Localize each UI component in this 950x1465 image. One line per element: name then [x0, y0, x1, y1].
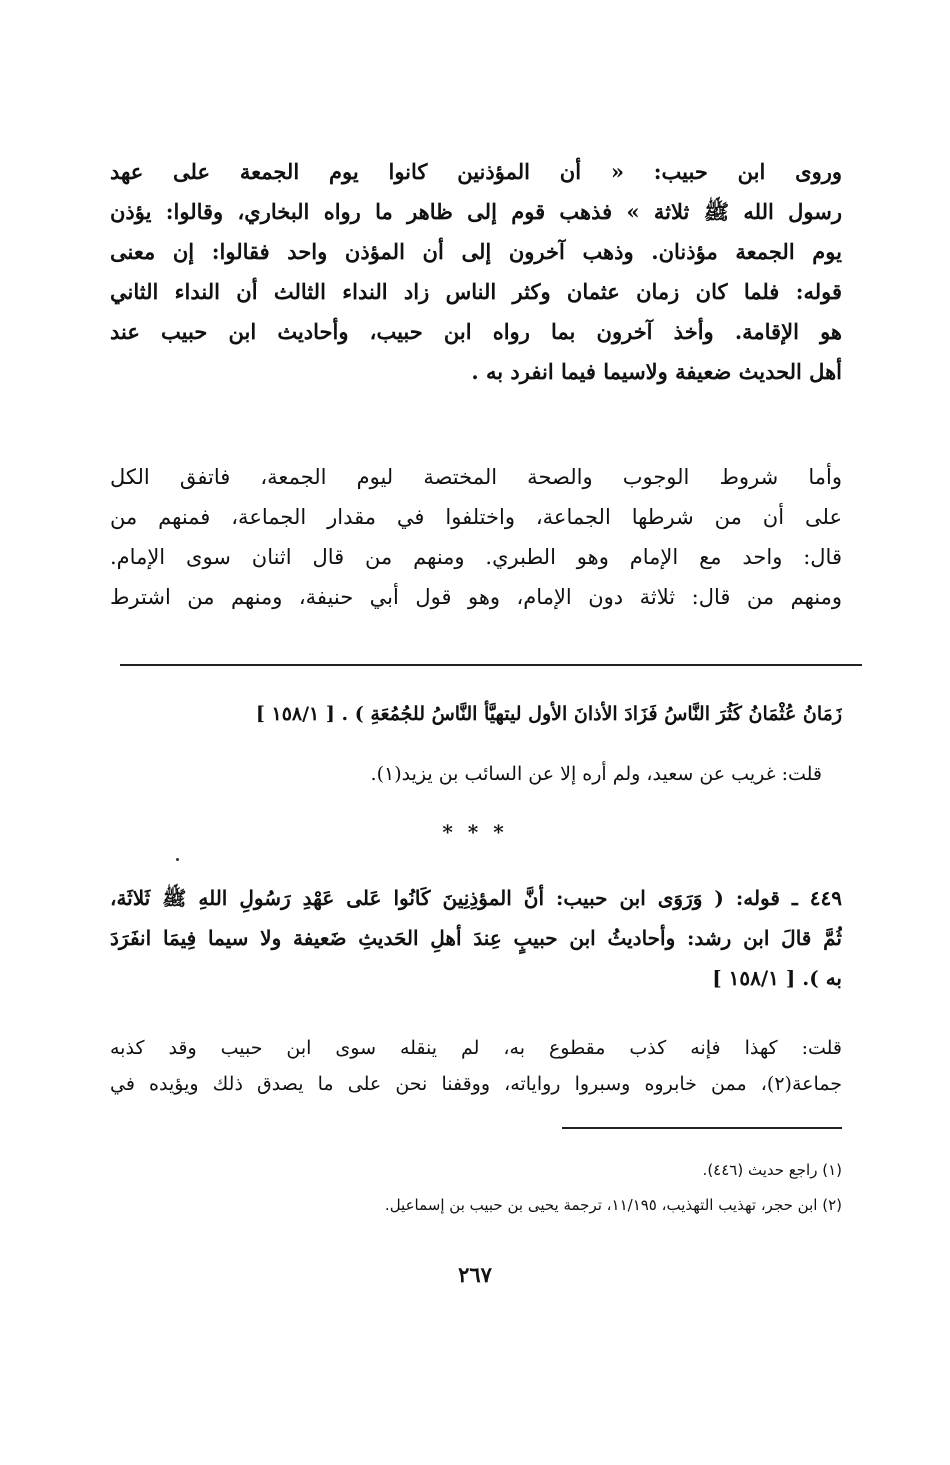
text-line: ٤٤٩ ـ قوله: ( وَرَوَى ابن حبيب: أنَّ المؤذِنِينَ كَانُوا عَلى عَهْدِ رَسُولِ اللهِ ﷺ ثَلاثَة، [110, 886, 842, 910]
text-line: قلت: كهذا فإنه كذب مقطوع به، لم ينقله سوى ابن حبيب وقد كذبه [110, 1037, 842, 1059]
page-number: ٢٦٧ [458, 1262, 492, 1287]
text-line: قوله: فلما كان زمان عثمان وكثر الناس زاد النداء الثالث أن النداء الثاني [110, 279, 842, 304]
text-line: أهل الحديث ضعيفة ولاسيما فيما انفرد به . [471, 359, 842, 384]
stray-mark [176, 858, 179, 861]
commentary-quote [110, 697, 842, 731]
text-line: زَمَانُ عُثْمَانُ كَثُرَ النَّاسُ فَزَادَ الأذانَ الأول ليتهيَّأ النَّاسُ للجُمُعَةِ ) . [ ١٥٨/١ ] [255, 703, 842, 725]
footnote-2: (٢) ابن حجر، تهذيب التهذيب، ١١/١٩٥، ترجمة يحيى بن حبيب بن إسماعيل. [384, 1196, 842, 1214]
separator-stars: * * * [442, 820, 508, 844]
text-line: رسول الله ﷺ ثلاثة » فذهب قوم إلى ظاهر ما رواه البخاري، وقالوا: يؤذن [110, 199, 842, 224]
text-line: على أن من شرطها الجماعة، واختلفوا في مقدار الجماعة، فمنهم من [110, 505, 842, 529]
text-line: وأما شروط الوجوب والصحة المختصة ليوم الجمعة، فاتفق الكل [110, 465, 842, 489]
entry-449 [110, 878, 842, 998]
footnote-1: (١) راجع حديث (٤٤٦). [702, 1161, 842, 1179]
text-line: جماعة(٢)، ممن خابروه وسبروا رواياته، ووقفنا نحن على ما يصدق ذلك ويؤيده في [110, 1073, 842, 1095]
section-divider [120, 664, 862, 666]
text-line: قال: واحد مع الإمام وهو الطبري. ومنهم من قال اثنان سوى الإمام. [110, 545, 842, 569]
footnote-divider [562, 1127, 842, 1129]
text-line: ثُمَّ قالَ ابن رشد: وأحاديثُ ابن حبيبٍ عِندَ أهلِ الحَديثِ ضَعيفة ولا سيما فِيمَا انفَرَدَ [110, 926, 842, 950]
text-line: به ). [ ١٥٨/١ ] [712, 966, 842, 990]
paragraph-1 [110, 152, 842, 392]
commentary-note [110, 757, 822, 791]
text-line: ومنهم من قال: ثلاثة دون الإمام، وهو قول أبي حنيفة، ومنهم من اشترط [110, 585, 842, 609]
text-line: يوم الجمعة مؤذنان. وذهب آخرون إلى أن المؤذن واحد فقالوا: إن معنى [110, 239, 842, 264]
text-line: هو الإقامة. وأخذ آخرون بما رواه ابن حبيب، وأحاديث ابن حبيب عند [110, 319, 842, 344]
text-line: وروى ابن حبيب: « أن المؤذنين كانوا يوم الجمعة على عهد [110, 159, 842, 184]
paragraph-2 [110, 457, 842, 617]
commentary-note-2 [110, 1030, 842, 1102]
text-line: قلت: غريب عن سعيد، ولم أره إلا عن السائب بن يزيد(١). [370, 763, 822, 785]
